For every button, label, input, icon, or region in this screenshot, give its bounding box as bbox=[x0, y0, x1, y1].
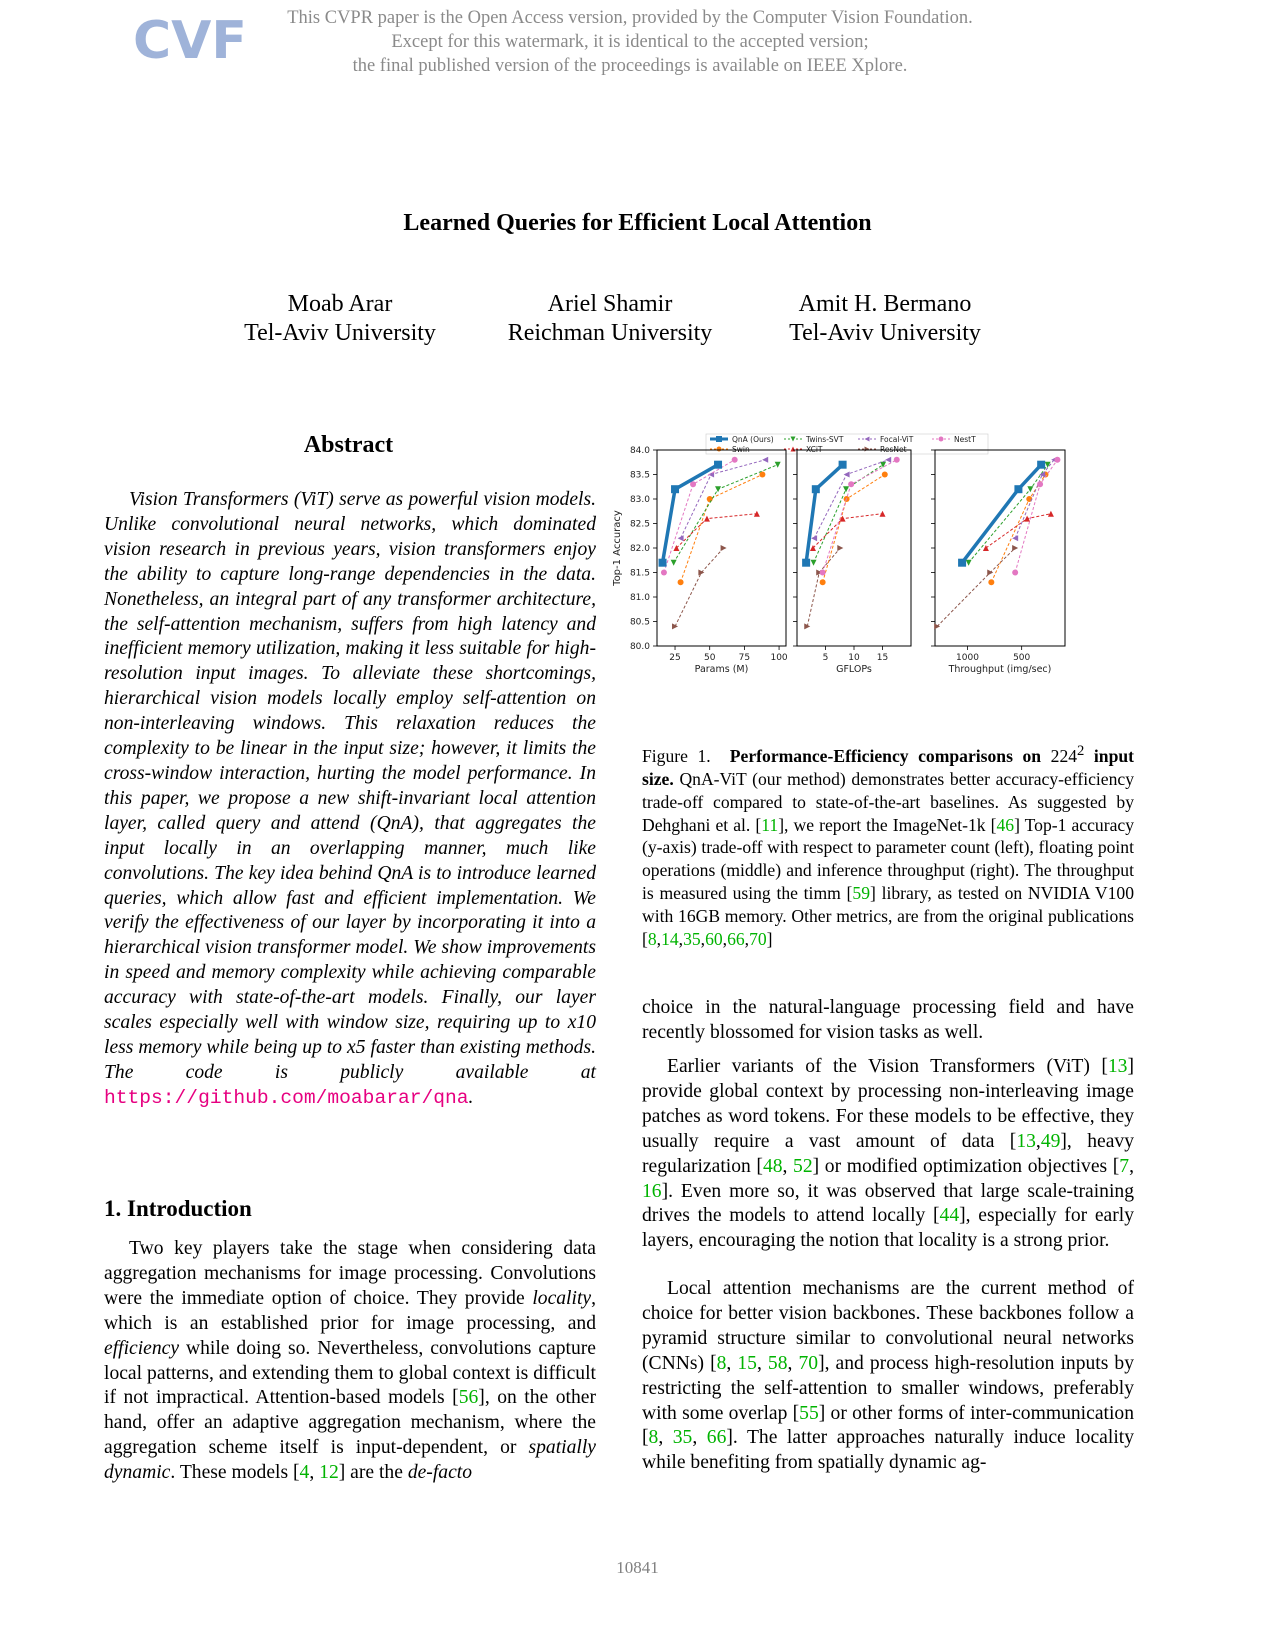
data-point bbox=[721, 545, 727, 551]
data-point bbox=[812, 485, 820, 493]
citation-link[interactable]: 58 bbox=[767, 1352, 788, 1374]
text-run: ] provide global context by processing non-interleaving image patches as word tokens. For these models to be effective, they usually require a vast amount of data [ bbox=[642, 1056, 1134, 1152]
citation-link[interactable]: 66 bbox=[727, 929, 745, 950]
data-point bbox=[837, 545, 843, 551]
watermark-line: This CVPR paper is the Open Access version, provided by the Computer Vision Foundation. bbox=[287, 8, 973, 28]
data-point bbox=[1012, 545, 1018, 551]
author-name: Moab Arar bbox=[287, 291, 393, 317]
citation-link[interactable]: 8 bbox=[647, 929, 657, 950]
right-paragraph: Local attention mechanisms are the current method of choice for better vision backbones. These backbones follow a pyramid structure similar to convolutional neural networks (CNNs) [8, 15, 58, 70], and process high-resolution inputs by restricting the self-attention to smaller windows, preferably with some overlap [55] or other forms of inter-communication [8, 35, 66]. The latter approaches naturally induce locality while benefiting from spatially dynamic ag- bbox=[642, 1278, 1135, 1474]
y-tick-label: 83.5 bbox=[629, 470, 650, 481]
y-axis-label: Top-1 Accuracy bbox=[612, 510, 623, 586]
intro-paragraph bbox=[104, 1237, 596, 1486]
series-line bbox=[675, 548, 724, 626]
figure-label: Figure 1. bbox=[642, 745, 711, 766]
data-point bbox=[885, 457, 891, 463]
citation-link[interactable]: 46 bbox=[996, 814, 1015, 835]
citation-link[interactable]: 48 bbox=[762, 1155, 783, 1177]
data-point bbox=[678, 579, 684, 585]
y-tick-label: 81.5 bbox=[629, 568, 650, 579]
author bbox=[460, 290, 760, 348]
data-point bbox=[1037, 461, 1045, 469]
citation-link[interactable]: 13 bbox=[1107, 1056, 1128, 1077]
data-point bbox=[894, 457, 900, 463]
data-point bbox=[690, 481, 696, 487]
abstract-end: . bbox=[468, 1086, 474, 1108]
y-tick-label: 81.0 bbox=[629, 593, 650, 603]
data-point bbox=[820, 579, 826, 585]
right-paragraph-continued: choice in the natural-language processing field and have recently blossomed for vision tasks as well. bbox=[642, 997, 1134, 1043]
data-point bbox=[762, 457, 768, 463]
text-run: QnA-ViT (our method) demonstrates better accuracy-efficiency trade-off compared to state-of-the-art baselines. As suggested by Dehghani et al. [ bbox=[642, 768, 1134, 835]
y-tick-label: 83.0 bbox=[629, 495, 650, 505]
author-affiliation: Reichman University bbox=[507, 320, 713, 346]
legend-label: Twins-SVT bbox=[806, 435, 844, 444]
citation-link[interactable]: 7 bbox=[1119, 1155, 1130, 1177]
watermark-line: Except for this watermark, it is identical to the accepted version; bbox=[391, 32, 869, 52]
caption-sup: 2 bbox=[1077, 743, 1085, 759]
panel-frame bbox=[935, 450, 1065, 646]
data-point bbox=[843, 486, 849, 492]
data-point bbox=[882, 472, 888, 478]
legend-label: Focal-ViT bbox=[880, 435, 914, 444]
data-point bbox=[1037, 481, 1043, 487]
cvf-logo bbox=[133, 8, 247, 78]
data-point bbox=[844, 472, 850, 478]
legend-label: NestT bbox=[954, 435, 976, 444]
y-tick-label: 82.5 bbox=[629, 519, 650, 530]
data-point bbox=[661, 570, 667, 576]
right-paragraph: Earlier variants of the Vision Transformers (ViT) [13] provide global context by processing non-interleaving image patches as word tokens. For these models to be effective, they usually require a vast amount of data [13,49], heavy regularization [48, 52] or modified optimization objectives [7, 16]. Even more so, it was observed that large scale-training drives the models to attend locally [44], especially for early layers, encouraging the notion that locality is a strong prior. bbox=[642, 1056, 1135, 1252]
code-link[interactable]: https://github.com/moabarar/qna bbox=[104, 1086, 469, 1109]
text-run: locality bbox=[532, 1287, 592, 1309]
data-point bbox=[775, 462, 781, 468]
citation-link[interactable]: 8 bbox=[716, 1352, 727, 1374]
citation-link[interactable]: 70 bbox=[798, 1352, 819, 1374]
citation-link[interactable]: 14 bbox=[661, 929, 679, 950]
section-heading-introduction: 1. Introduction bbox=[104, 1196, 252, 1221]
abstract-text: Vision Transformers (ViT) serve as powerful vision models. Unlike convolutional neural networks, which dominated vision research in previous years, vision transformers enjoy the ability to capture long-range dependencies in the data. Nonetheless, an integral part of any transformer architecture, the self-attention mechanism, suffers from high latency and inefficient memory utilization, making it less suitable for high-resolution input images. To alleviate these shortcomings, hierarchical vision models locally employ self-attention on non-interleaving windows. This relaxation reduces the complexity to be linear in the input size; however, it limits the cross-window interaction, hurting the model performance. In this paper, we propose a new shift-invariant local attention layer, called query and attend (QnA), that aggregates the input locally in an overlapping manner, much like convolutions. The key idea behind QnA is to introduce learned queries, which allow fast and efficient implementation. We verify the effectiveness of our layer by incorporating it into a hierarchical vision transformer model. We show improvements in speed and memory complexity while achieving comparable accuracy with state-of-the-art models. Finally, our layer scales especially well with window size, requiring up to x10 less memory while being up to x5 faster than existing methods. The code is publicly available at bbox=[104, 489, 596, 1083]
series-line bbox=[681, 475, 763, 583]
text-run: ], and process high-resolution inputs by restricting the self-attention to smaller windows, preferably with some overlap [ bbox=[642, 1352, 1135, 1424]
citation-link[interactable]: 44 bbox=[939, 1205, 960, 1227]
citation-link[interactable]: 8 bbox=[648, 1427, 659, 1449]
citation-link[interactable]: 49 bbox=[1040, 1130, 1061, 1152]
citation-link[interactable]: 35 bbox=[683, 929, 701, 950]
text-run: while doing so. Nevertheless, convolutions capture local patterns, and extending them to global context is difficult if not impractical. Attention-based models [ bbox=[104, 1337, 596, 1409]
citation-link[interactable]: 11 bbox=[761, 814, 779, 835]
text-run: ] are the bbox=[338, 1462, 408, 1484]
cvf-logo-text: CVF bbox=[133, 11, 247, 71]
citation-link[interactable]: 70 bbox=[749, 929, 767, 950]
series-line bbox=[814, 460, 888, 538]
citation-link[interactable]: 59 bbox=[852, 883, 870, 904]
x-tick-label: 75 bbox=[738, 653, 751, 663]
y-tick-label: 80.5 bbox=[629, 617, 650, 628]
text-run: ]. Even more so, it was observed that large scale-training drives the models to attend locally [ bbox=[642, 1180, 1134, 1227]
caption-math: 224 bbox=[1050, 745, 1078, 766]
data-point bbox=[1027, 486, 1033, 492]
text-run: , bbox=[309, 1462, 320, 1484]
text-run: spatially dynamic bbox=[104, 1437, 596, 1484]
data-point bbox=[671, 485, 679, 493]
x-axis-label: GFLOPs bbox=[836, 664, 872, 675]
data-point bbox=[732, 457, 738, 463]
citation-link[interactable]: 4 bbox=[299, 1462, 310, 1484]
text-run: Earlier variants of the Vision Transformers (ViT) [ bbox=[667, 1056, 1108, 1077]
x-tick-label: 5 bbox=[822, 653, 829, 663]
data-point bbox=[987, 570, 993, 576]
series-line bbox=[937, 548, 1015, 626]
data-point bbox=[811, 560, 817, 566]
abstract-heading: Abstract bbox=[303, 432, 394, 458]
author-name: Ariel Shamir bbox=[547, 291, 673, 317]
text-run: ], especially for early layers, encouraging the notion that locality is a strong prior. bbox=[642, 1205, 1134, 1252]
author bbox=[190, 290, 490, 348]
x-tick-label: 1000 bbox=[956, 653, 979, 663]
x-axis-label: Params (M) bbox=[694, 664, 749, 675]
data-point bbox=[802, 559, 810, 567]
y-tick-label: 84.0 bbox=[629, 446, 650, 456]
text-run: Local attention mechanisms are the current method of choice for better vision backbones. These backbones follow a pyramid structure similar to convolutional neural networks (CNNs) [ bbox=[642, 1278, 1134, 1374]
data-point bbox=[820, 570, 826, 576]
page-number: 10841 bbox=[616, 1558, 659, 1577]
data-point bbox=[707, 496, 713, 502]
x-axis-label: Throughput (img/sec) bbox=[948, 664, 1052, 675]
text-run: ], we report the ImageNet-1k [ bbox=[778, 814, 997, 835]
text-run: ] library, as tested on NVIDIA V100 with 16GB memory. Other metrics, are from the original publications [ bbox=[642, 883, 1134, 950]
series-line bbox=[823, 475, 885, 583]
data-point bbox=[659, 559, 667, 567]
performance-efficiency-chart bbox=[612, 434, 1120, 720]
data-point bbox=[1012, 535, 1018, 541]
citation-link[interactable]: 12 bbox=[319, 1462, 339, 1484]
text-run: ] bbox=[766, 929, 773, 950]
text-run: Two key players take the stage when considering data aggregation mechanisms for image processing. Convolutions were the immediate option of choice. They provide bbox=[104, 1238, 596, 1309]
citation-link[interactable]: 56 bbox=[458, 1387, 479, 1409]
data-point bbox=[1012, 570, 1018, 576]
citation-link[interactable]: 66 bbox=[706, 1427, 727, 1449]
series-line bbox=[676, 514, 756, 548]
text-run: ] or other forms of inter-communication [ bbox=[642, 1402, 1134, 1449]
y-tick-label: 82.0 bbox=[629, 544, 650, 554]
data-point bbox=[671, 560, 677, 566]
series-line bbox=[663, 465, 718, 563]
data-point bbox=[848, 481, 854, 487]
data-point bbox=[678, 535, 684, 541]
author bbox=[735, 290, 1035, 348]
data-point bbox=[988, 579, 994, 585]
data-point bbox=[714, 461, 722, 469]
x-tick-label: 100 bbox=[770, 653, 788, 663]
legend-label: Swin bbox=[732, 445, 750, 454]
data-point bbox=[958, 559, 966, 567]
watermark-line: the final published version of the proceedings is available on IEEE Xplore. bbox=[352, 56, 908, 76]
figure-caption: Figure 1. Performance-Efficiency comparisons on $224^2$ input size. QnA-ViT (our method) demonstrates better accuracy-efficiency trade-off compared to state-of-the-art baselines. As suggested by Dehghani et al. [11], we report the ImageNet-1k [46] Top-1 accuracy (y-axis) trade-off with respect to parameter count (left), floating point operations (middle) and inference throughput (right). The throughput is measured using the timm [59] library, as tested on NVIDIA V100 with 16GB memory. Other metrics, are from the original publications [8,14,35,60,66,70] bbox=[642, 743, 1135, 950]
citation-link[interactable]: 52 bbox=[793, 1155, 813, 1177]
data-point bbox=[1054, 457, 1060, 463]
citation-link[interactable]: 55 bbox=[799, 1402, 819, 1424]
caption-bold: input size. bbox=[642, 745, 1135, 789]
text-run: ], heavy regularization [ bbox=[642, 1130, 1135, 1177]
text-run: efficiency bbox=[104, 1337, 180, 1359]
citation-link[interactable]: 16 bbox=[642, 1180, 662, 1202]
data-point bbox=[880, 511, 886, 517]
legend-marker bbox=[939, 437, 944, 442]
text-run: ] or modified optimization objectives [ bbox=[812, 1155, 1120, 1177]
x-tick-label: 15 bbox=[876, 653, 889, 663]
legend-marker bbox=[717, 447, 722, 452]
abstract-body bbox=[104, 488, 596, 1111]
text-run: , which is an established prior for image processing, and bbox=[104, 1287, 596, 1334]
series-line bbox=[813, 514, 883, 548]
series-line bbox=[681, 460, 766, 538]
data-point bbox=[839, 461, 847, 469]
text-run: . These models [ bbox=[170, 1462, 300, 1484]
x-tick-label: 10 bbox=[848, 653, 860, 663]
data-point bbox=[715, 486, 721, 492]
data-point bbox=[672, 623, 678, 629]
series-line bbox=[969, 465, 1048, 563]
legend-label: ResNet bbox=[880, 445, 907, 454]
data-point bbox=[704, 516, 710, 522]
legend-label: XCiT bbox=[806, 445, 823, 454]
text-run: ]. The latter approaches naturally induce locality while benefiting from spatially dynamic ag- bbox=[642, 1427, 1134, 1474]
legend-marker bbox=[716, 436, 722, 442]
data-point bbox=[966, 560, 972, 566]
author-affiliation: Tel-Aviv University bbox=[789, 320, 981, 346]
citation-link[interactable]: 35 bbox=[672, 1427, 693, 1449]
author-affiliation: Tel-Aviv University bbox=[244, 320, 436, 346]
citation-link[interactable]: 60 bbox=[705, 929, 723, 950]
series-line bbox=[962, 465, 1041, 563]
text-run: ], on the other hand, offer an adaptive aggregation mechanism, where the aggregation scheme itself is input-dependent, or bbox=[104, 1387, 596, 1459]
x-tick-label: 500 bbox=[1013, 653, 1031, 663]
data-point bbox=[759, 472, 765, 478]
y-tick-label: 80.0 bbox=[629, 642, 650, 652]
paper-title: Learned Queries for Efficient Local Attention bbox=[403, 210, 872, 236]
data-point bbox=[1014, 485, 1022, 493]
caption-bold: Performance-Efficiency comparisons on bbox=[729, 745, 1042, 766]
data-point bbox=[811, 535, 817, 541]
citation-link[interactable]: 15 bbox=[737, 1352, 757, 1374]
legend-label: QnA (Ours) bbox=[732, 435, 774, 444]
watermark bbox=[250, 6, 1010, 78]
x-tick-label: 50 bbox=[703, 653, 716, 663]
author-name: Amit H. Bermano bbox=[798, 291, 972, 317]
citation-link[interactable]: 13 bbox=[1016, 1130, 1036, 1152]
text-run: ] Top-1 accuracy (y-axis) trade-off with respect to parameter count (left), floating point operations (middle) and inference throughput (right). The throughput is measured using the timm [ bbox=[642, 814, 1134, 904]
x-tick-label: 25 bbox=[669, 653, 681, 663]
text-run: de-facto bbox=[407, 1462, 473, 1484]
